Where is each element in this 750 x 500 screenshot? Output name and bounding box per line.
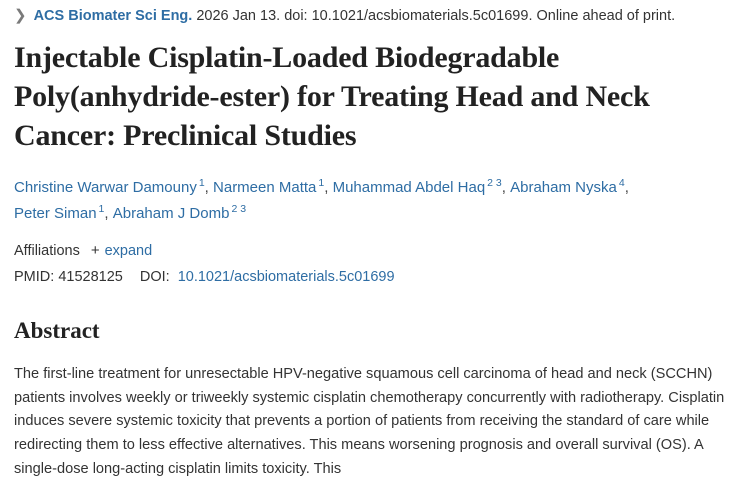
doi-label: DOI: [139,269,170,285]
author-separator: , [324,179,333,196]
author-affiliation-marker[interactable]: 1 [318,177,325,189]
author-separator: , [501,179,511,196]
doi-link[interactable]: 10.1021/acsbiomaterials.5c01699 [177,269,395,285]
citation-details: 2026 Jan 13. doi: 10.1021/acsbiomaterials.5c01699. Online ahead of print. [196,8,676,24]
author-separator: , [104,204,113,222]
author-separator: , [204,179,214,196]
journal-name[interactable]: ACS Biomater Sci Eng. [33,8,193,24]
author-link[interactable]: Peter Siman [14,204,97,222]
expand-label: expand [104,242,153,259]
author-list [14,175,736,226]
pmid-label: PMID: [14,269,55,285]
author-link[interactable]: Christine Warwar Damouny [14,179,197,196]
author-affiliation-marker[interactable]: 1 [98,202,105,215]
author-link[interactable]: Abraham Nyska [510,179,617,196]
expand-affiliations-button[interactable] [91,242,152,259]
author-separator: , [624,179,629,196]
abstract-heading: Abstract [14,318,100,343]
author-link[interactable]: Muhammad Abdel Haq [332,179,486,196]
author-affiliation-marker[interactable]: 2 3 [487,177,502,189]
author-affiliation-marker[interactable]: 1 [198,177,205,189]
pmid-value: 41528125 [58,269,123,285]
chevron-right-icon[interactable]: ❯ [14,7,27,24]
author-affiliation-marker[interactable]: 4 [618,177,625,189]
identifiers-row [14,269,736,285]
plus-icon: + [90,242,100,259]
affiliations-label: Affiliations [14,242,80,259]
author-affiliation-marker[interactable]: 2 3 [231,202,247,215]
author-link[interactable]: Abraham J Domb [112,204,230,222]
affiliations-row [14,242,736,259]
citation-line [14,0,736,24]
author-link[interactable]: Narmeen Matta [213,179,317,196]
abstract-text: The first-line treatment for unresectable HPV-negative squamous cell carcinoma of head and neck (SCCHN) patients involves weekly or triweekly systemic cisplatin chemotherapy concurrently with radiotherapy. Cisplatin induces severe systemic toxicity that prevents a portion of patients from receiving the standard of care while redirecting them to less effective alternatives. This means worsening prognosis and overall survival (OS). A single-dose long-acting cisplatin limits toxicity. This [14,366,725,477]
page-title: Injectable Cisplatin-Loaded Biodegradable Poly(anhydride-ester) for Treating Head and Neck Cancer: Preclinical Studies [14,41,650,152]
